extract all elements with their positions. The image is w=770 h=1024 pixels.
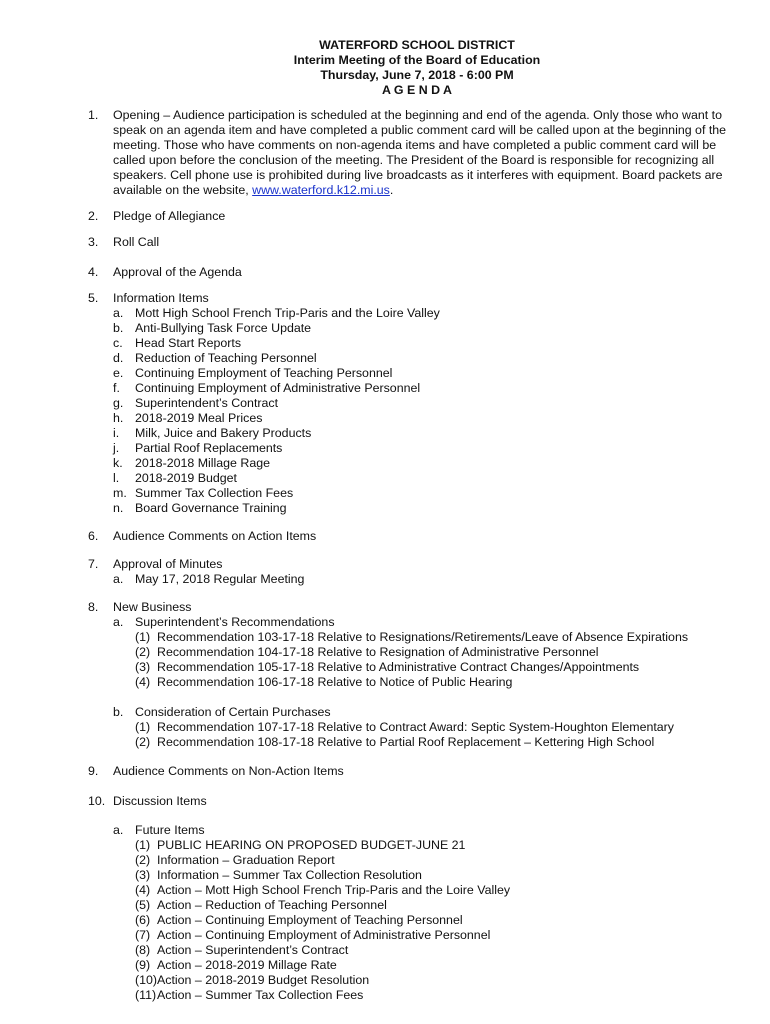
rec-number: (1) [135, 838, 151, 852]
item-number: 1. [88, 108, 99, 122]
item-text: 2018-2019 Meal Prices [135, 411, 263, 425]
list-item [113, 501, 748, 516]
agenda-item-discussion [88, 794, 748, 1003]
rec-number: (7) [135, 928, 151, 942]
item-text: Mott High School French Trip-Paris and the Loire Valley [135, 306, 440, 320]
rec-text: Action – Mott High School French Trip-Paris and the Loire Valley [157, 883, 511, 897]
item-letter: m. [113, 486, 127, 500]
recommendation-item [135, 735, 748, 750]
item-letter: j. [113, 441, 120, 455]
agenda-item-audience-non-action [88, 764, 748, 779]
rec-number: (2) [135, 853, 151, 867]
item-text: Continuing Employment of Administrative Personnel [135, 381, 421, 395]
item-title: Approval of the Agenda [113, 265, 242, 279]
rec-number: (3) [135, 868, 151, 882]
rec-text: Action – Continuing Employment of Administrative Personnel [157, 928, 491, 942]
agenda-item-roll-call [88, 235, 748, 250]
recommendation-item [135, 720, 748, 735]
website-link[interactable]: www.waterford.k12.mi.us [252, 183, 390, 197]
item-number: 8. [88, 600, 99, 614]
future-item [135, 868, 748, 883]
list-item [113, 396, 748, 411]
list-item [113, 381, 748, 396]
item-number: 2. [88, 209, 99, 223]
item-letter: b. [113, 705, 124, 719]
recommendation-item [135, 675, 748, 690]
rec-number: (9) [135, 958, 151, 972]
agenda-list [88, 108, 748, 1003]
rec-text: Information – Graduation Report [157, 853, 335, 867]
item-letter: k. [113, 456, 123, 470]
item-text: 2018-2019 Budget [135, 471, 237, 485]
rec-number: (6) [135, 913, 151, 927]
item-title: Information Items [113, 291, 209, 305]
rec-text: Action – Summer Tax Collection Fees [157, 988, 364, 1002]
rec-number: (2) [135, 735, 151, 749]
item-number: 10. [88, 794, 106, 808]
opening-text: Opening – Audience participation is scheduled at the beginning and end of the agenda. Only those who want to speak on an agenda item and have completed a public comment card will be called upon at the beginning of the meeting. Those who have comments on non-agenda items and have completed a public comment card will be called upon before the conclusion of the meeting. The President of the Board is responsible for recognizing all speakers. Cell phone use is prohibited during live broadcasts as it interferes with equipment. Board packets are available on the website, [113, 108, 727, 197]
district-name: WATERFORD SCHOOL DISTRICT [319, 38, 515, 52]
rec-text: Recommendation 103-17-18 Relative to Resignations/Retirements/Leave of Absence Expirations [157, 630, 689, 644]
item-text: 2018-2018 Millage Rage [135, 456, 271, 470]
rec-number: (4) [135, 883, 151, 897]
item-text: Reduction of Teaching Personnel [135, 351, 317, 365]
item-title: Audience Comments on Non-Action Items [113, 764, 344, 778]
meeting-date: Thursday, June 7, 2018 - 6:00 PM [320, 68, 514, 82]
rec-number: (1) [135, 630, 151, 644]
future-item [135, 853, 748, 868]
item-letter: n. [113, 501, 124, 515]
item-text: Board Governance Training [135, 501, 287, 515]
meeting-name: Interim Meeting of the Board of Education [293, 53, 541, 67]
item-text: Head Start Reports [135, 336, 242, 350]
item-text: Future Items [135, 823, 205, 837]
rec-text: Recommendation 107-17-18 Relative to Contract Award: Septic System-Houghton Elementary [157, 720, 674, 734]
list-item [113, 411, 748, 426]
recommendation-item [135, 630, 748, 645]
list-item [113, 306, 748, 321]
rec-text: Information – Summer Tax Collection Resolution [157, 868, 422, 882]
item-number: 7. [88, 557, 99, 571]
item-title: Approval of Minutes [113, 557, 223, 571]
item-title: New Business [113, 600, 192, 614]
rec-text: Recommendation 105-17-18 Relative to Administrative Contract Changes/Appointments [157, 660, 640, 674]
item-letter: i. [113, 426, 120, 440]
future-item [135, 898, 748, 913]
list-item [113, 471, 748, 486]
item-number: 5. [88, 291, 99, 305]
rec-text: Action – Continuing Employment of Teaching Personnel [157, 913, 463, 927]
future-item [135, 883, 748, 898]
agenda-title: A G E N D A [382, 83, 452, 97]
opening-text-end: . [389, 183, 394, 197]
document-header [0, 38, 770, 98]
item-title: Audience Comments on Action Items [113, 529, 317, 543]
item-letter: b. [113, 321, 124, 335]
agenda-item-approval-agenda [88, 265, 748, 280]
future-item [135, 913, 748, 928]
list-item [113, 321, 748, 336]
item-letter: a. [113, 823, 124, 837]
list-item [113, 615, 748, 690]
rec-number: (10) [135, 973, 158, 987]
list-item [113, 456, 748, 471]
item-letter: a. [113, 306, 124, 320]
rec-number: (4) [135, 675, 151, 689]
future-item [135, 973, 748, 988]
rec-text: Action – 2018-2019 Millage Rate [157, 958, 337, 972]
agenda-item-information [88, 291, 748, 516]
item-text: Superintendent’s Contract [135, 396, 279, 410]
list-item [113, 705, 748, 750]
item-number: 6. [88, 529, 99, 543]
item-title: Roll Call [113, 235, 160, 249]
item-text: Anti-Bullying Task Force Update [135, 321, 312, 335]
item-text: Continuing Employment of Teaching Personnel [135, 366, 393, 380]
list-item [113, 336, 748, 351]
agenda-item-pledge [88, 209, 748, 224]
recommendation-item [135, 660, 748, 675]
agenda-item-audience-action [88, 529, 748, 544]
list-item [113, 366, 748, 381]
item-letter: c. [113, 336, 123, 350]
future-item [135, 988, 748, 1003]
rec-text: Recommendation 104-17-18 Relative to Resignation of Administrative Personnel [157, 645, 599, 659]
item-letter: e. [113, 366, 124, 380]
item-letter: a. [113, 615, 124, 629]
rec-number: (2) [135, 645, 151, 659]
rec-number: (1) [135, 720, 151, 734]
rec-text: Action – Reduction of Teaching Personnel [157, 898, 387, 912]
rec-text: Recommendation 106-17-18 Relative to Notice of Public Hearing [157, 675, 513, 689]
item-number: 3. [88, 235, 99, 249]
item-letter: f. [113, 381, 120, 395]
recommendation-item [135, 645, 748, 660]
rec-number: (3) [135, 660, 151, 674]
rec-text: Action – Superintendent’s Contract [157, 943, 349, 957]
future-item [135, 943, 748, 958]
item-letter: a. [113, 572, 124, 586]
item-text: May 17, 2018 Regular Meeting [135, 572, 305, 586]
item-text: Superintendent’s Recommendations [135, 615, 335, 629]
item-title: Pledge of Allegiance [113, 209, 226, 223]
item-text: Partial Roof Replacements [135, 441, 283, 455]
item-text: Milk, Juice and Bakery Products [135, 426, 312, 440]
rec-number: (5) [135, 898, 151, 912]
rec-number: (8) [135, 943, 151, 957]
item-letter: g. [113, 396, 124, 410]
agenda-item-opening [88, 108, 763, 198]
list-item [113, 441, 748, 456]
item-number: 4. [88, 265, 99, 279]
agenda-item-minutes [88, 557, 748, 587]
item-number: 9. [88, 764, 99, 778]
item-letter: h. [113, 411, 124, 425]
list-item [113, 486, 748, 501]
list-item [113, 351, 748, 366]
future-item [135, 838, 748, 853]
item-title: Discussion Items [113, 794, 207, 808]
item-letter: l. [113, 471, 120, 485]
item-letter: d. [113, 351, 124, 365]
rec-number: (11) [135, 988, 157, 1002]
rec-text: PUBLIC HEARING ON PROPOSED BUDGET-JUNE 21 [157, 838, 466, 852]
future-item [135, 958, 748, 973]
future-item [135, 928, 748, 943]
rec-text: Recommendation 108-17-18 Relative to Partial Roof Replacement – Kettering High School [157, 735, 655, 749]
list-item [113, 572, 748, 587]
item-text: Consideration of Certain Purchases [135, 705, 331, 719]
list-item [113, 823, 748, 1003]
agenda-item-new-business [88, 600, 748, 750]
rec-text: Action – 2018-2019 Budget Resolution [157, 973, 370, 987]
item-text: Summer Tax Collection Fees [135, 486, 294, 500]
list-item [113, 426, 748, 441]
